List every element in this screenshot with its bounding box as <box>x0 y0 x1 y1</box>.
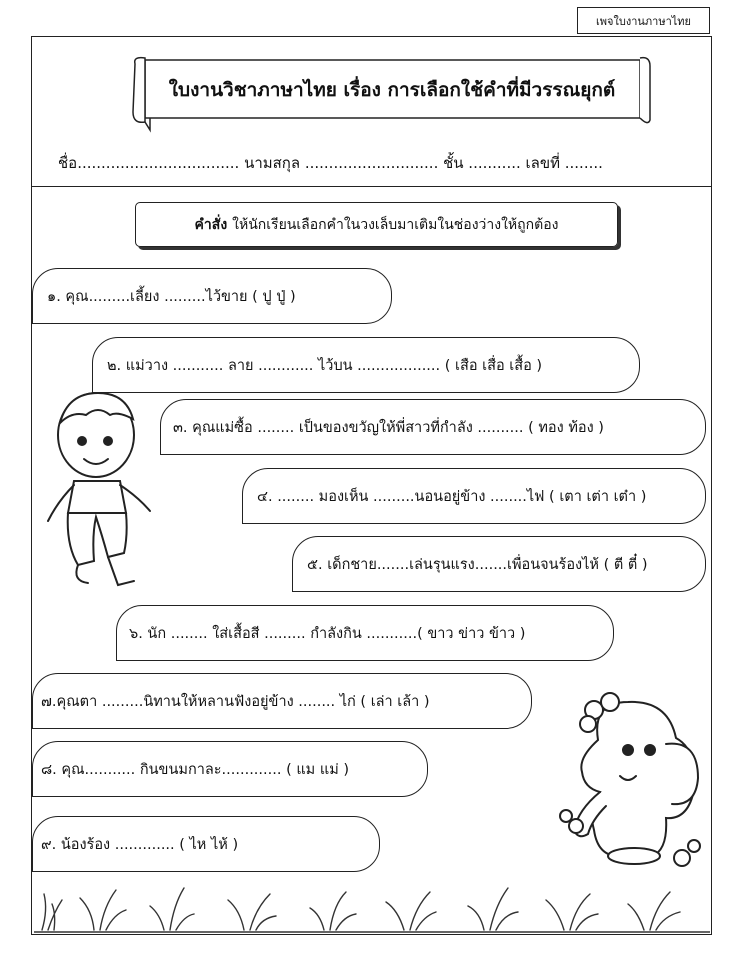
elephant-illustration <box>548 680 708 885</box>
question-8: ๘. คุณ........... กินขนมกาละ............. ( แม แม่ ) <box>32 741 428 797</box>
question-4: ๔. ........ มองเห็น .........นอนอยู่ข้าง ........ไฟ ( เตา เต่า เต๋า ) <box>242 468 706 524</box>
question-6: ๖. นัก ........ ใส่เสื้อสี ......... กำลังกิน ...........( ขาว ข่าว ข้าว ) <box>116 605 614 661</box>
question-5: ๕. เด็กชาย.......เล่นรุนแรง.......เพื่อนจนร้องไห้ ( ตี ตี๋ ) <box>292 536 706 592</box>
instruction-box <box>135 202 618 247</box>
question-9: ๙. น้องร้อง ............. ( ไห ไห้ ) <box>32 816 380 872</box>
page-title: ใบงานวิชาภาษาไทย เรื่อง การเลือกใช้คำที่มีวรรณยุกต์ <box>168 79 616 101</box>
header-divider <box>31 186 712 187</box>
question-1: ๑. คุณ.........เลี้ยง .........ไว้ขาย ( ปู ปู่ ) <box>32 268 392 324</box>
student-info-line: ชื่อ.................................. นามสกุล ............................ ชั้น ........... เลขที่ ........ <box>58 154 603 172</box>
question-7: ๗.คุณตา .........นิทานให้หลานฟังอยู่ข้าง ........ ไก่ ( เล่า เล้า ) <box>32 673 532 729</box>
grass-decoration <box>34 870 710 934</box>
instruction-text: ให้นักเรียนเลือกคำในวงเล็บมาเติมในช่องว่างให้ถูกต้อง <box>232 216 559 233</box>
instruction-label: คำสั่ง <box>194 216 228 233</box>
boy-illustration <box>38 385 166 600</box>
question-3: ๓. คุณแม่ซื้อ ........ เป็นของขวัญให้พี่สาวที่กำลัง .......... ( ทอง ท้อง ) <box>160 399 706 455</box>
page-tag: เพจใบงานภาษาไทย <box>577 7 710 34</box>
question-2: ๒. แม่วาง ........... ลาย ............ ไว้บน .................. ( เสือ เสื่อ เสื้อ ) <box>92 337 640 393</box>
